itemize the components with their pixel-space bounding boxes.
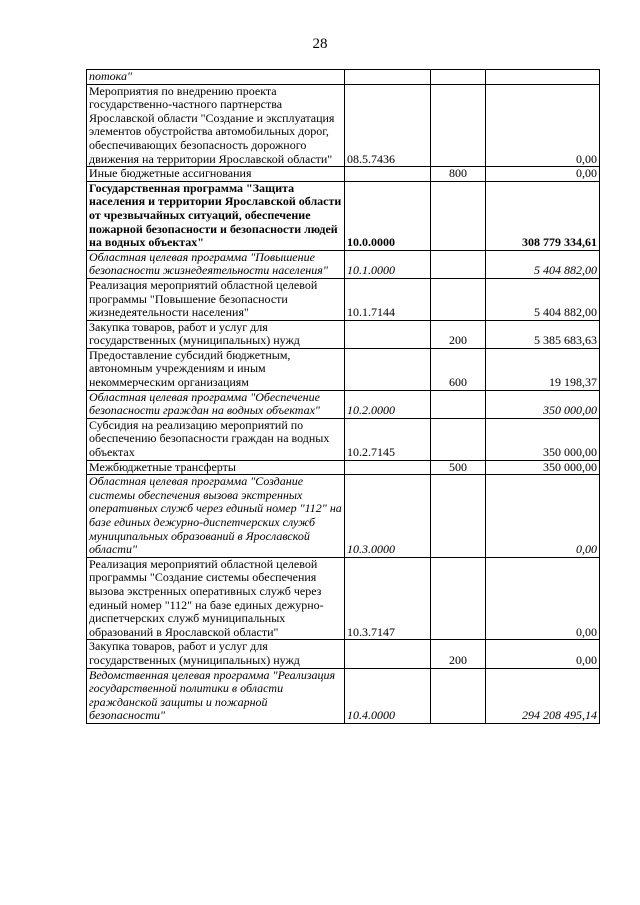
row-code-cell	[345, 70, 431, 85]
row-amount-cell: 5 404 882,00	[486, 250, 600, 278]
row-code-cell: 10.0.0000	[345, 181, 431, 250]
row-name-cell: Предоставление субсидий бюджетным, автономным учреждениям и иным некоммерческим организациям	[87, 348, 345, 390]
row-expense-type-cell	[431, 475, 486, 558]
row-amount-cell: 0,00	[486, 84, 600, 167]
row-code-cell: 10.4.0000	[345, 668, 431, 723]
row-amount-cell: 5 404 882,00	[486, 278, 600, 320]
row-name-cell: Мероприятия по внедрению проекта государственно-частного партнерства Ярославской области "Создание и эксплуатация элементов обустройства автомобильных дорог, обеспечивающих безопасность дорожного движения на территории Ярославской области"	[87, 84, 345, 167]
page-number: 28	[312, 36, 328, 52]
row-expense-type-cell	[431, 668, 486, 723]
row-amount-cell: 308 779 334,61	[486, 181, 600, 250]
row-name-cell: потока"	[87, 70, 345, 85]
row-expense-type-cell: 800	[431, 167, 486, 182]
row-code-cell: 10.1.7144	[345, 278, 431, 320]
table-row	[87, 278, 600, 320]
row-expense-type-cell	[431, 278, 486, 320]
table-row	[87, 250, 600, 278]
row-name-cell: Реализация мероприятий областной целевой программы "Создание системы обеспечения вызова экстренных оперативных служб через единый номер "112" на базе единых дежурно-диспетчерских служб муниципальных образований в Ярославской области"	[87, 557, 345, 640]
row-amount-cell: 5 385 683,63	[486, 320, 600, 348]
row-name-cell: Областная целевая программа "Создание системы обеспечения вызова экстренных оперативных служб через единый номер "112" на базе единых дежурно-диспетчерских служб муниципальных образований в Ярославской области"	[87, 475, 345, 558]
row-name-cell: Областная целевая программа "Обеспечение безопасности граждан на водных объектах"	[87, 390, 345, 418]
table-row	[87, 390, 600, 418]
row-code-cell: 10.1.0000	[345, 250, 431, 278]
budget-table-body	[87, 70, 600, 724]
row-code-cell: 10.3.7147	[345, 557, 431, 640]
table-row	[87, 557, 600, 640]
row-expense-type-cell	[431, 390, 486, 418]
row-amount-cell: 0,00	[486, 557, 600, 640]
row-amount-cell: 350 000,00	[486, 460, 600, 475]
row-expense-type-cell: 500	[431, 460, 486, 475]
row-expense-type-cell	[431, 70, 486, 85]
row-code-cell: 10.3.0000	[345, 475, 431, 558]
row-amount-cell: 350 000,00	[486, 390, 600, 418]
row-name-cell: Межбюджетные трансферты	[87, 460, 345, 475]
row-name-cell: Субсидия на реализацию мероприятий по обеспечению безопасности граждан на водных объектах	[87, 418, 345, 460]
row-expense-type-cell: 200	[431, 640, 486, 668]
table-row	[87, 418, 600, 460]
table-row	[87, 460, 600, 475]
row-expense-type-cell	[431, 250, 486, 278]
table-row	[87, 181, 600, 250]
row-amount-cell: 19 198,37	[486, 348, 600, 390]
row-name-cell: Иные бюджетные ассигнования	[87, 167, 345, 182]
table-row	[87, 348, 600, 390]
row-amount-cell: 0,00	[486, 167, 600, 182]
row-code-cell	[345, 640, 431, 668]
row-expense-type-cell: 200	[431, 320, 486, 348]
row-name-cell: Ведомственная целевая программа "Реализация государственной политики в области гражданской защиты и пожарной безопасности"	[87, 668, 345, 723]
row-amount-cell: 350 000,00	[486, 418, 600, 460]
row-amount-cell: 294 208 495,14	[486, 668, 600, 723]
row-name-cell: Реализация мероприятий областной целевой программы "Повышение безопасности жизнедеятельности населения"	[87, 278, 345, 320]
row-expense-type-cell	[431, 557, 486, 640]
table-row	[87, 167, 600, 182]
row-expense-type-cell	[431, 418, 486, 460]
budget-table	[86, 69, 600, 724]
row-name-cell: Закупка товаров, работ и услуг для государственных (муниципальных) нужд	[87, 640, 345, 668]
table-row	[87, 84, 600, 167]
table-row	[87, 668, 600, 723]
row-code-cell: 10.2.0000	[345, 390, 431, 418]
row-code-cell	[345, 320, 431, 348]
row-code-cell	[345, 460, 431, 475]
row-amount-cell: 0,00	[486, 640, 600, 668]
table-row	[87, 640, 600, 668]
row-expense-type-cell: 600	[431, 348, 486, 390]
row-code-cell	[345, 167, 431, 182]
row-amount-cell	[486, 70, 600, 85]
row-name-cell: Закупка товаров, работ и услуг для государственных (муниципальных) нужд	[87, 320, 345, 348]
table-row	[87, 320, 600, 348]
table-row	[87, 70, 600, 85]
table-row	[87, 475, 600, 558]
row-code-cell	[345, 348, 431, 390]
row-code-cell: 10.2.7145	[345, 418, 431, 460]
row-expense-type-cell	[431, 181, 486, 250]
row-code-cell: 08.5.7436	[345, 84, 431, 167]
row-amount-cell: 0,00	[486, 475, 600, 558]
row-name-cell: Государственная программа "Защита населения и территории Ярославской области от чрезвычайных ситуаций, обеспечение пожарной безопасности и безопасности людей на водных объектах"	[87, 181, 345, 250]
row-expense-type-cell	[431, 84, 486, 167]
row-name-cell: Областная целевая программа "Повышение безопасности жизнедеятельности населения"	[87, 250, 345, 278]
